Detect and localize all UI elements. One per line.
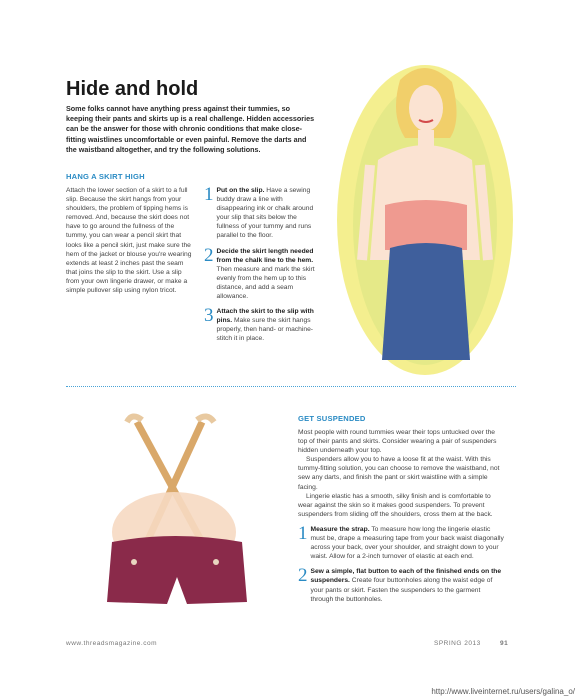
section1-steps (204, 186, 320, 344)
step-text: Make sure the skirt hangs properly, then hand- or machine-stitch it in place. (216, 317, 314, 343)
step-number: 2 (298, 565, 308, 587)
section2-body (298, 428, 504, 604)
section2-para-2: Suspenders allow you to have a loose fit at the waist. With this tummy-fitting solution, you can choose to remove the waistband, not sew any darts, and finish the pant or skirt waistline with a simple facing. (298, 456, 500, 491)
step-text: Have a sewing buddy draw a line with disappearing ink or chalk around your slip that sits below the fullness of your tummy and runs parallel to the floor. (216, 187, 314, 240)
step-lead: Sew a simple, flat button to each of the finished ends on the suspenders. (310, 568, 502, 585)
step-2 (204, 244, 320, 302)
step-lead: Put on the slip. (216, 187, 265, 194)
step-lead: Measure the strap. (310, 525, 370, 533)
illustration-woman-slip-skirt (330, 60, 520, 380)
step-3 (204, 307, 320, 343)
step-text: To measure how long the lingerie elastic must be, drape a measuring tape from your back waist diagonally across your back, over your shoulder, and straight down to your waist. Allow for a 2-inch turnover of elastic at each end. (310, 525, 504, 561)
step-text: Then measure and mark the skirt evenly from the hem up to this distance, and add a seam allowance. (216, 265, 315, 301)
step-2 (298, 567, 504, 603)
footer-season: SPRING 2013 (434, 640, 481, 647)
step-number: 1 (204, 184, 214, 205)
page-number: 91 (500, 640, 509, 647)
section2-para-1: Most people with round tummies wear their tops untucked over the top of their pants and skirts. Consider wearing a pair of suspenders hidden underneath your top. (298, 429, 497, 455)
footer-website: www.threadsmagazine.com (66, 640, 157, 647)
step-number: 2 (204, 244, 214, 266)
section-heading-get-suspended: GET SUSPENDED (298, 414, 366, 423)
illustration-suspenders-shorts (92, 412, 268, 612)
page-title: Hide and hold (66, 78, 199, 100)
section2-para-3: Lingerie elastic has a smooth, silky finish and is comfortable to wear against the skin so it makes good suspenders. To prevent suspenders from sliding off the shoulders, cross them at the back. (298, 492, 493, 518)
watermark-url: http://www.liveinternet.ru/users/galina_o/ (431, 687, 575, 696)
step-text: Create four buttonholes along the waist edge of your pants or skirt. Fasten the suspenders to the garment through the buttonholes. (310, 577, 493, 603)
step-number: 3 (204, 305, 214, 327)
section-divider (66, 386, 516, 387)
section-heading-hang-skirt: HANG A SKIRT HIGH (66, 172, 145, 181)
step-1 (298, 522, 504, 561)
step-number: 1 (298, 522, 308, 544)
step-lead: Attach the skirt to the slip with pins. (216, 308, 314, 325)
step-1 (204, 186, 320, 241)
step-lead: Decide the skirt length needed from the chalk line to the hem. (216, 247, 314, 264)
intro-paragraph: Some folks cannot have anything press against their tummies, so keeping their pants and skirts up is a real challenge. Hidden accessories can be the answer for those with chronic conditions that make close-fitting waistlines uncomfortable or even painful. Remove the darts and the waistband altogether, and try the following solutions. (66, 104, 315, 154)
section1-body: Attach the lower section of a skirt to a full slip. Because the skirt hangs from your shoulders, the problem of tipping hems is removed. And, because the skirt does not have to go around the fullness of the tummy, you can wear a pencil skirt that looks like a pencil skirt, just make sure the hem of the jacket or blouse you're wearing extends at least 2 inches past the seam that joins the slip to the skirt. Use a slip from your own lingerie drawer, or make a simple pullover slip using nylon tricot. (66, 187, 192, 295)
